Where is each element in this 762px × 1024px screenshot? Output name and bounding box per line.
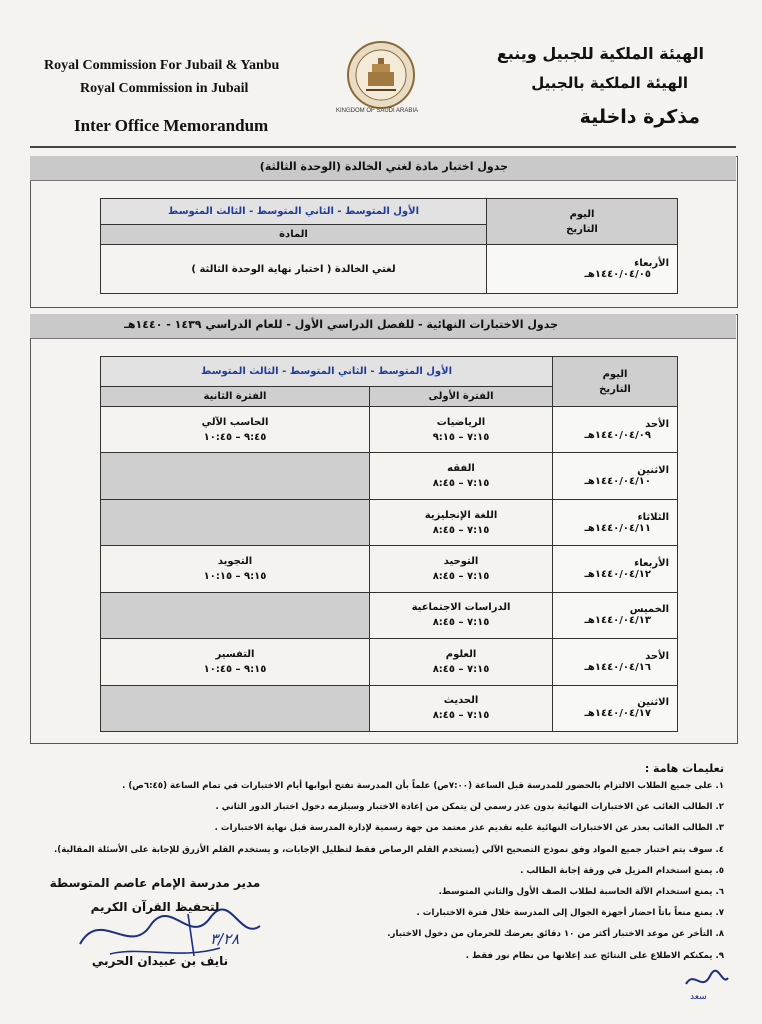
- header-ar-line3: مذكرة داخلية: [579, 106, 700, 128]
- table1-row-day-name: الأربعاء: [634, 258, 669, 269]
- period1-cell: [370, 453, 553, 499]
- time: ٧:١٥ – ٨:٤٥: [432, 710, 490, 722]
- list-item: ٣. الطالب الغائب بعذر عن الاختبارات النهائية عليه تقديم عذر معتمد من جهة رسمية لإدارة المدرسة قبل نهاية الاختبارات .: [214, 823, 724, 834]
- table1-row-subject: [101, 245, 487, 294]
- subject: العلوم: [445, 648, 477, 660]
- table1: [100, 198, 678, 294]
- day-date: ١٤٤٠/٠٤/١٠هـ: [584, 476, 651, 488]
- table1-date-label: التاريخ: [566, 223, 598, 235]
- list-item: ٤. سوف يتم اختبار جميع المواد وفق نموذج التصحيح الآلي (يستخدم القلم الرصاص فقط لتظليل الإجابات، و يستخدم القلم الأزرق للإجابة على الأسئلة المقالية).: [54, 844, 724, 855]
- table2-title-bar: [30, 314, 736, 339]
- table1-row-day: [487, 245, 678, 294]
- table2-day-date-header: [553, 357, 678, 407]
- table2-period1-header: [370, 387, 553, 407]
- signature-title-line1: مدير مدرسة الإمام عاصم المتوسطة: [49, 876, 261, 890]
- period1-cell: [370, 592, 553, 638]
- day-name: الأربعاء: [634, 557, 669, 569]
- period2-cell-empty: [101, 685, 370, 731]
- table2-row-day: [553, 592, 678, 638]
- day-date: ١٤٤٠/٠٤/١١هـ: [584, 522, 651, 534]
- table-row: [101, 407, 678, 453]
- corner-mark-text: سعد: [690, 992, 707, 1002]
- subject: التجويد: [217, 555, 253, 567]
- period1-cell: [370, 499, 553, 545]
- time: ٩:١٥ – ١٠:٤٥: [203, 663, 267, 675]
- time: ٧:١٥ – ٨:٤٥: [432, 524, 490, 536]
- header-en-line3: Inter Office Memorandum: [74, 116, 269, 135]
- time: ٩:١٥ – ١٠:١٥: [203, 570, 267, 582]
- period2-cell-empty: [101, 453, 370, 499]
- logo-caption: KINGDOM OF SAUDI ARABIA: [336, 108, 419, 114]
- period2-cell-empty: [101, 499, 370, 545]
- table-row: [101, 685, 678, 731]
- header-ar-line1: الهيئة الملكية للجبيل وينبع: [496, 44, 704, 63]
- subject: الرياضيات: [436, 416, 486, 428]
- saudi-emblem-logo: [346, 40, 416, 110]
- period2-cell: [101, 546, 370, 592]
- table2-row-day: [553, 639, 678, 685]
- day-date: ١٤٤٠/٠٤/٠٩هـ: [584, 429, 651, 441]
- table2-day-label: اليوم: [602, 368, 628, 380]
- period1-cell: [370, 685, 553, 731]
- day-date: ١٤٤٠/٠٤/١٢هـ: [584, 568, 651, 580]
- table2-row-day: [553, 453, 678, 499]
- table-row: [101, 639, 678, 685]
- header-divider: [30, 146, 736, 148]
- time: ٧:١٥ – ٨:٤٥: [432, 663, 490, 675]
- table-row: [101, 453, 678, 499]
- list-item: ١. على جميع الطلاب الالتزام بالحضور للمدرسة قبل الساعة (٧:٠٠ص) علماً بأن المدرسة تفتح أبوابها أيام الاختبارات في تمام الساعة (٦:٤٥ص) .: [122, 781, 724, 791]
- list-item: ٩. يمكنكم الاطلاع على النتائج عند إعلانها من نظام نور فقط .: [465, 950, 724, 961]
- table2-grades-text: الأول المتوسط - الثاني المتوسط - الثالث المتوسط: [200, 366, 453, 377]
- day-name: الخميس: [629, 604, 669, 616]
- day-name: الثلاثاء: [637, 511, 669, 523]
- table2-row-day: [553, 546, 678, 592]
- table1-title-bar: [30, 156, 736, 181]
- time: ٧:١٥ – ٨:٤٥: [432, 478, 490, 490]
- list-item: ٧. يمنع منعاً باتاً احضار أجهزة الجوال إلى المدرسة خلال فترة الاختبارات .: [416, 908, 724, 919]
- period1-cell: [370, 546, 553, 592]
- table2-period1-label: الفترة الأولى: [428, 391, 494, 402]
- header-en-line2: Royal Commission in Jubail: [80, 81, 249, 96]
- day-name: الاثنين: [637, 465, 669, 477]
- list-item: ٥. يمنع استخدام المزيل في ورقة إجابة الطالب .: [520, 865, 724, 876]
- subject: الفقه: [447, 463, 475, 475]
- table2-period2-header: [101, 387, 370, 407]
- table2-row-day: [553, 499, 678, 545]
- table2-grades: [101, 357, 553, 387]
- signature-hand-date: ٣/٢٨: [210, 930, 240, 948]
- time: ٩:٤٥ – ١٠:٤٥: [203, 431, 267, 443]
- table2-row-day: [553, 407, 678, 453]
- period2-cell: [101, 407, 370, 453]
- table1-row-subject-text: لغتي الخالدة ( اختبار نهاية الوحدة الثالثة ): [191, 263, 396, 275]
- period1-cell: [370, 407, 553, 453]
- table-row: [101, 546, 678, 592]
- day-date: ١٤٤٠/٠٤/١٣هـ: [584, 615, 651, 627]
- table1-day-date-header: [487, 199, 678, 245]
- day-name: الأحد: [645, 418, 669, 430]
- table-row: [101, 499, 678, 545]
- table1-grades-text: الأول المتوسط - الثاني المتوسط - الثالث المتوسط: [167, 206, 420, 217]
- subject: التوحيد: [443, 555, 479, 567]
- list-item: ٢. الطالب الغائب عن الاختبارات النهائية بدون عذر رسمي لن يتمكن من إعادة الاختبار وسيلزمه دخول اختبار الدور الثاني .: [215, 802, 724, 813]
- table1-row-date: ١٤٤٠/٠٤/٠٥هـ: [584, 269, 651, 280]
- table2: [100, 356, 678, 732]
- subject: اللغة الإنجليزية: [424, 509, 498, 521]
- day-name: الأحد: [645, 650, 669, 662]
- signature-name: نايف بن عبيدان الحربي: [91, 954, 229, 968]
- subject: الدراسات الاجتماعية: [411, 602, 511, 614]
- header-ar-line2: الهيئة الملكية بالجبيل: [531, 74, 688, 92]
- period2-cell: [101, 639, 370, 685]
- table1-subject-header: [101, 225, 487, 245]
- table2-title: جدول الاختبارات النهائية - للفصل الدراسي الأول - للعام الدراسي ١٤٣٩ - ١٤٤٠هـ: [124, 318, 558, 331]
- table2-period2-label: الفترة الثانية: [203, 391, 267, 402]
- time: ٧:١٥ – ٨:٤٥: [432, 570, 490, 582]
- list-item: ٦. يمنع استخدام الآلة الحاسبة لطلاب الصف الأول والثاني المتوسط.: [438, 887, 724, 898]
- period1-cell: [370, 639, 553, 685]
- signature-title-line2: لتحفيظ القرآن الكريم: [90, 900, 220, 914]
- subject: الحاسب الآلي: [201, 416, 269, 428]
- table1-title: جدول اختبار مادة لغتي الخالدة (الوحدة الثالثة): [259, 160, 508, 173]
- table2-row-day: [553, 685, 678, 731]
- day-name: الاثنين: [637, 697, 669, 709]
- table-row: [101, 592, 678, 638]
- list-item: ٨. التأخر عن موعد الاختبار أكثر من ١٠ دقائق يعرضك للحرمان من دخول الاختبار.: [387, 929, 724, 940]
- day-date: ١٤٤٠/٠٤/١٦هـ: [584, 661, 651, 673]
- period2-cell-empty: [101, 592, 370, 638]
- header-en-line1: Royal Commission For Jubail & Yanbu: [44, 58, 280, 73]
- table1-day-label: اليوم: [569, 208, 595, 220]
- time: ٧:١٥ – ٩:١٥: [432, 431, 490, 443]
- table1-subject-label: المادة: [279, 229, 308, 240]
- table2-date-label: التاريخ: [599, 383, 631, 395]
- table1-grades: [101, 199, 487, 225]
- time: ٧:١٥ – ٨:٤٥: [432, 617, 490, 629]
- subject: الحديث: [443, 695, 479, 707]
- day-date: ١٤٤٠/٠٤/١٧هـ: [584, 708, 651, 720]
- instructions-title: تعليمات هامة :: [644, 762, 724, 775]
- subject: التفسير: [215, 648, 255, 660]
